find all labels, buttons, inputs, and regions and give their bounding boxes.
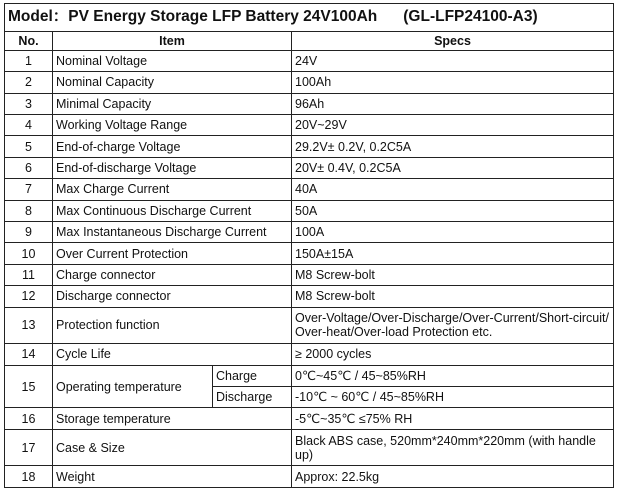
table-row: [5, 157, 614, 178]
row-spec: Black ABS case, 520mm*240mm*220mm (with handle up): [292, 429, 614, 466]
table-row: [5, 307, 614, 344]
table-row: [5, 344, 614, 365]
row-no: 5: [5, 136, 53, 157]
table-row: [5, 50, 614, 71]
row-item: Max Continuous Discharge Current: [53, 200, 292, 221]
row-spec: 20V~29V: [292, 115, 614, 136]
row-no: 15: [5, 365, 53, 408]
row-item: Nominal Capacity: [53, 72, 292, 93]
row-no: 18: [5, 466, 53, 488]
row-no: 17: [5, 429, 53, 466]
row-item: Cycle Life: [53, 344, 292, 365]
row-subitem: Charge: [213, 365, 292, 386]
header-no: No.: [5, 31, 53, 50]
header-row: [5, 31, 614, 50]
row-no: 3: [5, 93, 53, 114]
table-row: [5, 115, 614, 136]
spec-table: [4, 3, 614, 488]
model-row: [5, 4, 614, 32]
table-row: [5, 93, 614, 114]
table-row: [5, 136, 614, 157]
row-item: Protection function: [53, 307, 292, 344]
row-spec: M8 Screw-bolt: [292, 264, 614, 285]
row-item: Max Charge Current: [53, 179, 292, 200]
row-no: 16: [5, 408, 53, 429]
row-spec: 100A: [292, 221, 614, 242]
table-row: [5, 221, 614, 242]
model-code: (GL-LFP24100-A3): [403, 8, 538, 26]
table-row: [5, 365, 614, 386]
row-spec: M8 Screw-bolt: [292, 286, 614, 307]
table-row: [5, 243, 614, 264]
row-spec: 96Ah: [292, 93, 614, 114]
row-no: 6: [5, 157, 53, 178]
row-no: 8: [5, 200, 53, 221]
table-row: [5, 408, 614, 429]
table-row: [5, 72, 614, 93]
row-item: Case & Size: [53, 429, 292, 466]
row-no: 13: [5, 307, 53, 344]
row-spec: 50A: [292, 200, 614, 221]
row-spec: -10℃ ~ 60℃ / 45~85%RH: [292, 387, 614, 408]
row-spec: 0℃~45℃ / 45~85%RH: [292, 365, 614, 386]
row-item: End-of-discharge Voltage: [53, 157, 292, 178]
row-item: Operating temperature: [53, 365, 213, 408]
header-specs: Specs: [292, 31, 614, 50]
row-spec: 29.2V± 0.2V, 0.2C5A: [292, 136, 614, 157]
row-item: Minimal Capacity: [53, 93, 292, 114]
table-row: [5, 286, 614, 307]
row-item: Working Voltage Range: [53, 115, 292, 136]
row-item: Charge connector: [53, 264, 292, 285]
row-spec: 20V± 0.4V, 0.2C5A: [292, 157, 614, 178]
row-spec: Over-Voltage/Over-Discharge/Over-Current/Short-circuit/ Over-heat/Over-load Protection etc.: [292, 307, 614, 344]
header-item: Item: [53, 31, 292, 50]
row-item: Weight: [53, 466, 292, 488]
row-item: Max Instantaneous Discharge Current: [53, 221, 292, 242]
row-spec: ≥ 2000 cycles: [292, 344, 614, 365]
table-row: [5, 179, 614, 200]
row-spec: -5℃~35℃ ≤75% RH: [292, 408, 614, 429]
row-no: 1: [5, 50, 53, 71]
table-row: [5, 466, 614, 488]
row-subitem: Discharge: [213, 387, 292, 408]
row-no: 14: [5, 344, 53, 365]
row-spec: 24V: [292, 50, 614, 71]
row-spec: 40A: [292, 179, 614, 200]
row-no: 10: [5, 243, 53, 264]
row-item: Nominal Voltage: [53, 50, 292, 71]
row-item: Over Current Protection: [53, 243, 292, 264]
row-no: 12: [5, 286, 53, 307]
row-no: 4: [5, 115, 53, 136]
table-row: [5, 429, 614, 466]
row-no: 11: [5, 264, 53, 285]
model-label: Model：: [8, 8, 69, 26]
table-row: [5, 200, 614, 221]
row-item: Storage temperature: [53, 408, 292, 429]
row-no: 7: [5, 179, 53, 200]
table-row: [5, 264, 614, 285]
row-spec: Approx: 22.5kg: [292, 466, 614, 488]
row-no: 9: [5, 221, 53, 242]
row-spec: 150A±15A: [292, 243, 614, 264]
row-item: Discharge connector: [53, 286, 292, 307]
row-no: 2: [5, 72, 53, 93]
row-item: End-of-charge Voltage: [53, 136, 292, 157]
model-name: PV Energy Storage LFP Battery 24V100Ah: [68, 8, 378, 26]
row-spec: 100Ah: [292, 72, 614, 93]
model-title: [5, 4, 614, 32]
